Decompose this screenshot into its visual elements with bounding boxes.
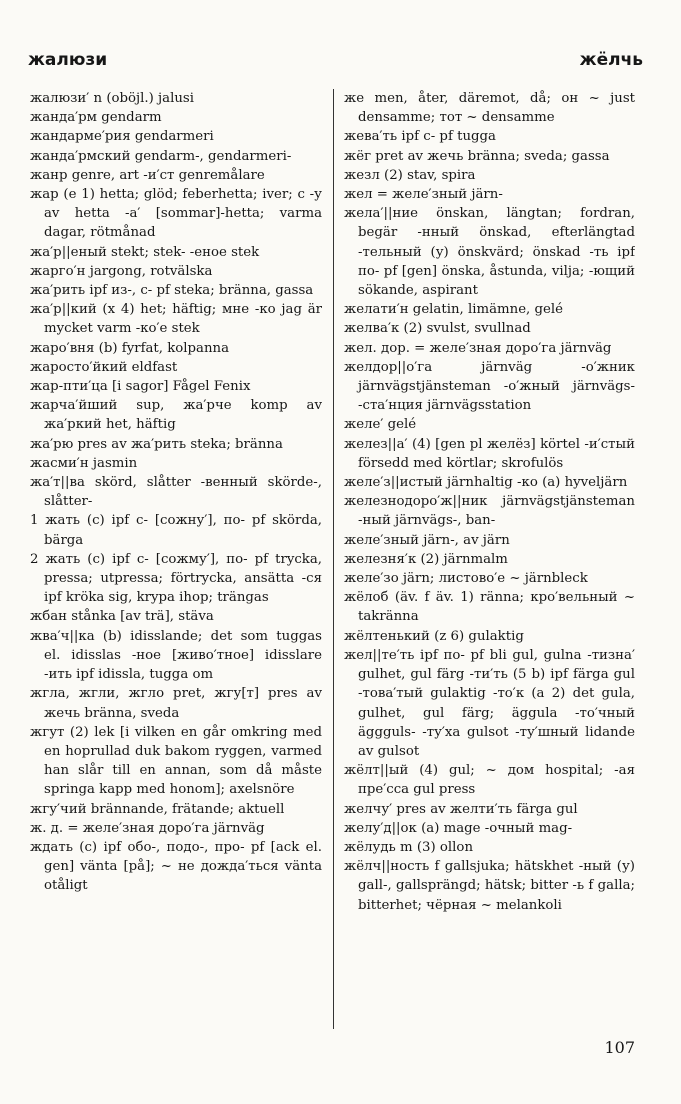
- dictionary-entry: желе′з||истый järnhaltig -ко (a) hyveljärn: [344, 475, 628, 491]
- dictionary-entry: жёлоб (äv. f äv. 1) ränna; кро′вельный ~ takränna: [344, 590, 635, 625]
- dictionary-entry: жа′р||еный stekt; stek- -еное stek: [30, 244, 260, 260]
- dictionary-entry: жаросто′йкий eldfast: [30, 359, 178, 375]
- dictionary-entry: жалюзи′ n (oböjl.) jalusi: [30, 91, 195, 106]
- dictionary-entry: жа′рю pres av жа′рить steka; bränna: [30, 436, 283, 452]
- dictionary-entry: жа′р||кий (x 4) het; häftig; мне -ко jag är mycket varm -ко′е stek: [30, 302, 322, 337]
- dictionary-entry: жгут (2) lek [i vilken en går omkring med en hoprullad duk bakom ryggen, varmed han slår till en annan, som då måste springa kapp med honom]; axelsnöre: [30, 724, 322, 798]
- dictionary-entry: желе′зо järn; листово′е ~ järnbleck: [344, 571, 588, 587]
- dictionary-entry: желез||а′ (4) [gen pl желёз] körtel -и′стый försedd med körtlar; skrofulös: [344, 436, 635, 471]
- dictionary-entry: жёлудь m (3) ollon: [344, 839, 474, 855]
- dictionary-entry: желе′зный järn-, av järn: [344, 532, 510, 548]
- dictionary-entry: жар-пти′ца [i sagor] Fågel Fenix: [30, 379, 251, 395]
- dictionary-entry: жар (e 1) hetta; glöd; feberhetta; iver; с -у av hetta -а′ [sommar]-hetta; varma dagar, rötmånad: [30, 187, 322, 241]
- dictionary-entry: желва′к (2) svulst, svullnad: [344, 321, 531, 337]
- dictionary-entry: жа′рить ipf из-, с- pf steka; bränna, gassa: [30, 283, 314, 299]
- dictionary-entry: жёг pret av жечь bränna; sveda; gassa: [344, 148, 610, 164]
- dictionary-entry: жанда′рмский gendarm-, gendarmeri-: [30, 148, 292, 164]
- dictionary-entry: жёлт||ый (4) gul; ~ дом hospital; -ая пре′сса gul press: [344, 763, 635, 798]
- dictionary-entry: желу′д||ок (a) mage -очный mag-: [344, 820, 573, 836]
- dictionary-entry: жарча′йший sup, жа′рче komp av жа′ркий het, häftig: [30, 398, 322, 433]
- left-column: [30, 89, 322, 1049]
- dictionary-entry: жарго′н jargong, rotvälska: [30, 263, 213, 279]
- right-column: [344, 89, 635, 1049]
- dictionary-entry: жел. дор. = желе′зная доро′га järnväg: [344, 340, 612, 356]
- dictionary-entry: железнодоро′ж||ник järnvägstjänsteman -ный järnvägs-, ban-: [344, 494, 635, 529]
- dictionary-entry: жгла, жгли, жгло pret, жгу[т] pres av жечь bränna, sveda: [30, 686, 322, 721]
- dictionary-entry: жаро′вня (b) fyrfat, kolpanna: [30, 340, 230, 356]
- dictionary-entry: желдор||о′га järnväg -о′жник järnvägstjänsteman -о′жный järnvägs- -ста′нция järnvägsstation: [344, 359, 635, 414]
- dictionary-entry: жела′||ние önskan, längtan; fordran, begär -нный önskad, efterlängtad -тельный (у) önskvärd; önskad -ть ipf по- pf [gen] önska, åstunda, vilja; -ющий sökande, aspirant: [344, 206, 635, 299]
- dictionary-entry: жезл (2) stav, spira: [344, 167, 476, 183]
- dictionary-entry: жа′т||ва skörd, slåtter -венный skörde-, slåtter-: [30, 475, 322, 510]
- dictionary-entry: жёлч||ность f gallsjuka; hätskhet -ный (у) gall-, gallsprängd; hätsk; bitter -ь f galla; bitterhet; чёрная ~ melankoli: [344, 859, 635, 913]
- running-header: [28, 50, 643, 74]
- dictionary-entry: жел||те′ть ipf по- pf bli gul, gulna -тизна′ gulhet, gul färg -ти′ть (5 b) ipf färga gul -това′тый gulaktig -то′к (a 2) det gula, gulhet, gul färg; äggula -то′чный äggguls- -ту′ха gulsot -ту′шный lidande av gulsot: [344, 647, 635, 759]
- dictionary-entry: жандарме′рия gendarmeri: [30, 129, 214, 145]
- dictionary-entry: жел = желе′зный järn-: [344, 187, 503, 203]
- dictionary-entry: жгу′чий brännande, frätande; aktuell: [30, 801, 285, 817]
- dictionary-entry: желе′ gelé: [344, 417, 417, 433]
- dictionary-entry: желати′н gelatin, limämne, gelé: [344, 302, 564, 318]
- page-number: 107: [604, 1038, 635, 1057]
- dictionary-entry: ж. д. = желе′зная доро′га järnväg: [30, 820, 265, 836]
- dictionary-entry: жанда′рм gendarm: [30, 110, 162, 126]
- dictionary-entry: желчу′ pres av желти′ть färga gul: [344, 801, 578, 817]
- dictionary-entry: жева′ть ipf с- pf tugga: [344, 129, 496, 145]
- dictionary-entry: жва′ч||ка (b) idisslande; det som tuggas el. idisslas -ное [живо′тное] idisslare -ить ipf idissla, tugga om: [30, 628, 322, 683]
- dictionary-entry: железня′к (2) järnmalm: [344, 551, 508, 567]
- dictionary-entry: же men, åter, däremot, då; он ~ just densamme; тот ~ densamme: [344, 91, 635, 126]
- dictionary-entry: 1 жать (с) ipf с- [сожну′], по- pf skörda, bärga: [30, 513, 322, 548]
- column-divider: [333, 89, 334, 1029]
- dictionary-entry: жёлтенький (z 6) gulaktig: [344, 628, 524, 644]
- dictionary-entry: жбан stånka [av trä], stäva: [30, 609, 214, 625]
- dictionary-entry: 2 жать (с) ipf с- [сожму′], по- pf trycka, pressa; utpressa; förtrycka, ansätta -ся ipf kröka sig, krypa ihop; trängas: [30, 551, 322, 606]
- left-guide-word: жалюзи: [28, 50, 108, 70]
- dictionary-entry: жанр genre, art -и′ст genremålare: [30, 167, 265, 183]
- right-guide-word: жёлчь: [579, 50, 643, 70]
- dictionary-entry: ждать (с) ipf обо-, подо-, про- pf [ack el. gen] vänta [på]; ~ не дожда′ться vänta otåligt: [30, 839, 322, 894]
- dictionary-entry: жасми′н jasmin: [30, 455, 138, 471]
